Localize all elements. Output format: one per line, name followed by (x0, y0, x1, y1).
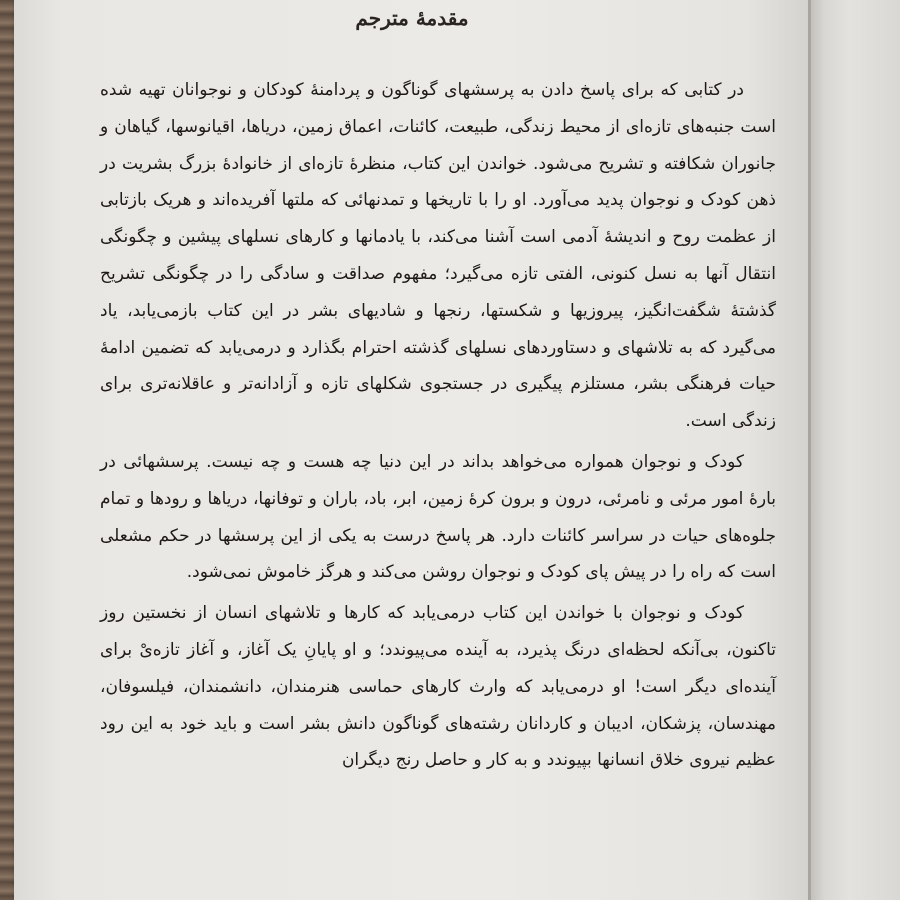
page-title: مقدمهٔ مترجم (355, 6, 469, 30)
paragraph-2: کودک و نوجوان همواره می‌خواهد بداند در این دنیا چه هست و چه نیست. پرسشهائی در بارهٔ امور مرئی و نامرئی، درون و برون کرهٔ زمین، ابر، باد، باران و توفانها، دریاها و رودها و تمام جلوه‌های حیات در سراسر کائنات دارد. هر پاسخ درست به یکی از این پرسشها در حکم مشعلی است که راه را در پیش پای کودک و نوجوان روشن می‌کند و هرگز خاموش نمی‌شود. (100, 451, 776, 583)
facing-page (808, 0, 900, 900)
paragraph-3: کودک و نوجوان با خواندن این کتاب درمی‌یابد که کارها و تلاشهای انسان از نخستین روز تاکنون، بی‌آنکه لحظه‌ای درنگ پذیرد، به آینده می‌پیوندد؛ و او پایانِ یک آغاز، و آغاز تازه‌یْ برای آینده‌ای دیگر است! او درمی‌یابد که وارث کارهای حماسی هنرمندان، دانشمندان، فیلسوفان، مهندسان، پزشکان، ادیبان و کاردانان رشته‌های گوناگون دانش بشر است و باید خود به این رود عظیم نیروی خلاق انسانها بپیوندد و به کار و حاصل رنج دیگران (100, 603, 776, 771)
page-gutter (808, 0, 811, 900)
paragraph-1: در کتابی که برای پاسخ دادن به پرسشهای گوناگون و پردامنهٔ کودکان و نوجوانان تهیه شده است جنبه‌های تازه‌ای از محیط زندگی، طبیعت، کائنات، اعماق زمین، دریاها، اقیانوسها، گیاهان و جانوران شکافته و تشریح می‌شود. خواندن این کتاب، منظرهٔ تازه‌ای از خانوادهٔ بزرگ بشریت در ذهن کودک و نوجوان پدید می‌آورد. او را با تاریخها و تمدنهائی که ملتها آفریده‌اند و هریک بازتابی از عظمت روح و اندیشهٔ آدمی است آشنا می‌کند، با یادمانها و کارهای نسلهای پیشین و چگونگی انتقال آنها به نسل کنونی، الفتی تازه می‌گیرد؛ مفهوم صداقت و سادگی را در چگونگی تشریح گذشتهٔ شگفت‌انگیز، پیروزیها و شکستها، رنجها و شادیهای بشر در این کتاب بازمی‌یابد، یاد می‌گیرد که به تلاشهای و دستاوردهای نسلهای گذشته احترام بگذارد و درمی‌یابد که تضمین ادامهٔ حیات فرهنگی بشر، مستلزم پیگیری در جستجوی شکلهای تازه و آزادانه‌تر و عاقلانه‌تری برای زندگی است. (100, 80, 776, 432)
body-text (100, 72, 776, 779)
